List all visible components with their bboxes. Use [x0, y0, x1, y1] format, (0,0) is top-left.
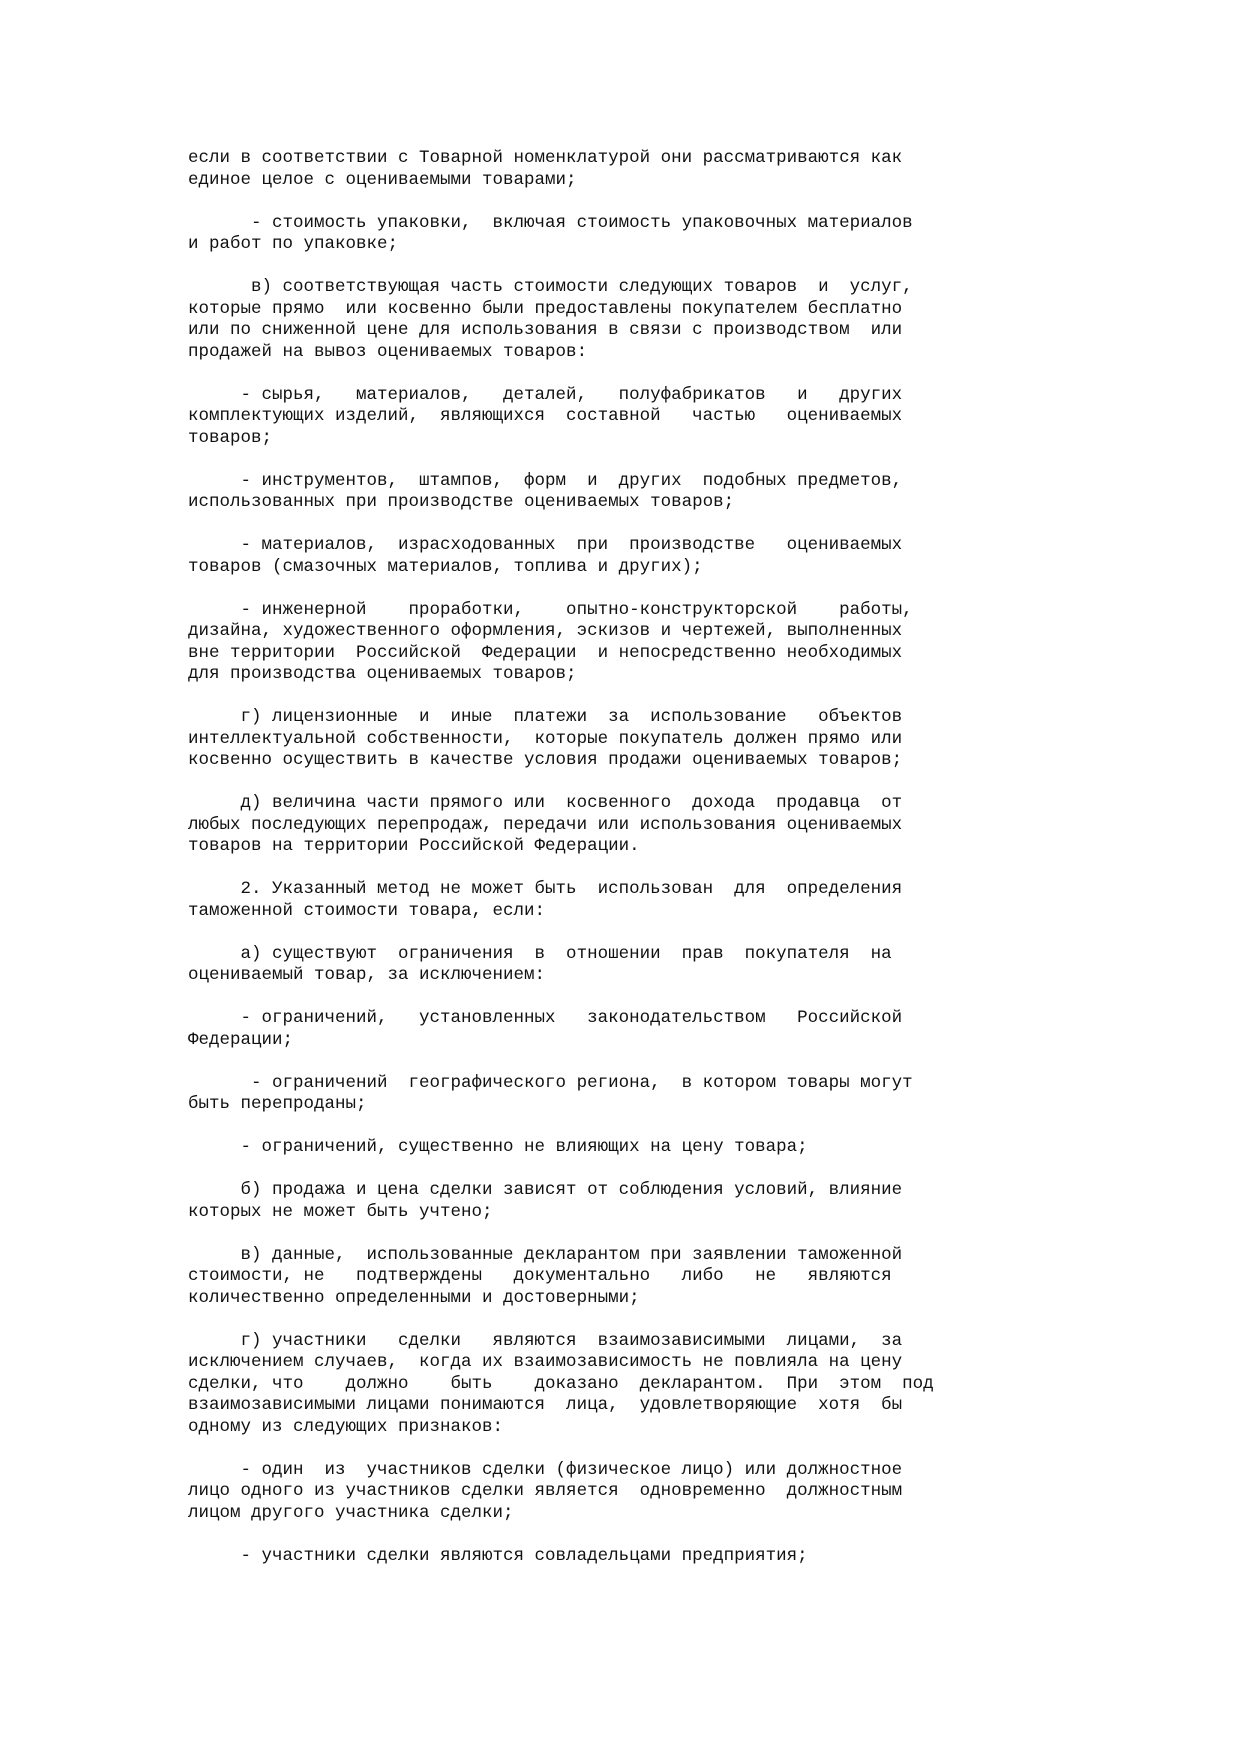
paragraph: [188, 1008, 988, 1051]
text-line: 2. Указанный метод не может быть использован для определения: [188, 879, 903, 899]
text-line: которые прямо или косвенно были предоставлены покупателем бесплатно: [188, 298, 903, 319]
document-page: [188, 148, 988, 1589]
text-line: единое целое с оцениваемыми товарами;: [188, 169, 577, 190]
text-line: количественно определенными и достоверными;: [188, 1287, 640, 1308]
text-line: которых не может быть учтено;: [188, 1201, 493, 1222]
paragraph: [188, 471, 988, 514]
text-line: г) лицензионные и иные платежи за использование объектов: [188, 707, 903, 727]
paragraph: [188, 213, 988, 256]
text-line: в) соответствующая часть стоимости следующих товаров и услуг,: [188, 277, 913, 297]
paragraph: [188, 879, 988, 922]
text-line: - ограничений, установленных законодательством Российской: [188, 1008, 903, 1028]
paragraph: [188, 1245, 988, 1310]
text-line: - сырья, материалов, деталей, полуфабрикатов и других: [188, 384, 903, 405]
paragraph: [188, 944, 988, 987]
text-line: дизайна, художественного оформления, эскизов и чертежей, выполненных: [188, 621, 903, 641]
text-line: - один из участников сделки (физическое лицо) или должностное: [188, 1459, 903, 1480]
paragraph: [188, 1546, 988, 1568]
text-line: продажей на вывоз оцениваемых товаров:: [188, 341, 588, 362]
text-line: оцениваемый товар, за исключением:: [188, 965, 546, 985]
text-line: лицо одного из участников сделки является одновременно должностным: [188, 1481, 903, 1501]
text-line: б) продажа и цена сделки зависят от соблюдения условий, влияние: [188, 1180, 903, 1200]
text-line: - ограничений, существенно не влияющих на цену товара;: [188, 1137, 808, 1157]
paragraph: [188, 148, 988, 191]
text-line: для производства оцениваемых товаров;: [188, 664, 577, 684]
text-line: если в соответствии с Товарной номенклатурой они рассматриваются как: [188, 148, 903, 168]
text-line: таможенной стоимости товара, если:: [188, 900, 546, 921]
text-line: взаимозависимыми лицами понимаются лица, удовлетворяющие хотя бы: [188, 1395, 903, 1415]
paragraph: [188, 600, 988, 686]
text-line: г) участники сделки являются взаимозависимыми лицами, за: [188, 1330, 903, 1351]
paragraph: [188, 1331, 988, 1439]
text-line: Федерации;: [188, 1029, 294, 1050]
text-line: интеллектуальной собственности, которые покупатель должен прямо или: [188, 728, 903, 749]
paragraph: [188, 535, 988, 578]
text-line: комплектующих изделий, являющихся составной частью оцениваемых: [188, 406, 903, 426]
text-line: - ограничений географического региона, в котором товары могут: [188, 1072, 913, 1093]
paragraph: [188, 277, 988, 363]
text-line: - материалов, израсходованных при производстве оцениваемых: [188, 535, 903, 555]
paragraph: [188, 1137, 988, 1159]
text-line: и работ по упаковке;: [188, 234, 399, 254]
text-line: или по сниженной цене для использования в связи с производством или: [188, 320, 903, 340]
text-line: любых последующих перепродаж, передачи или использования оцениваемых: [188, 814, 903, 835]
text-line: - стоимость упаковки, включая стоимость упаковочных материалов: [188, 212, 913, 233]
text-line: товаров на территории Российской Федерации.: [188, 836, 640, 856]
text-line: лицом другого участника сделки;: [188, 1502, 514, 1523]
paragraph: [188, 1180, 988, 1223]
text-line: а) существуют ограничения в отношении прав покупателя на: [188, 943, 892, 964]
text-line: - инженерной проработки, опытно-конструкторской работы,: [188, 599, 913, 620]
paragraph: [188, 385, 988, 450]
text-line: товаров (смазочных материалов, топлива и других);: [188, 556, 703, 577]
text-line: в) данные, использованные декларантом при заявлении таможенной: [188, 1244, 903, 1265]
paragraph: [188, 707, 988, 772]
text-line: косвенно осуществить в качестве условия продажи оцениваемых товаров;: [188, 750, 903, 770]
text-line: исключением случаев, когда их взаимозависимость не повлияла на цену: [188, 1352, 903, 1372]
text-line: одному из следующих признаков:: [188, 1416, 504, 1437]
paragraph: [188, 1073, 988, 1116]
text-line: д) величина части прямого или косвенного дохода продавца от: [188, 793, 903, 813]
text-line: стоимости, не подтверждены документально либо не являются: [188, 1266, 892, 1286]
text-line: сделки, что должно быть доказано декларантом. При этом под: [188, 1373, 934, 1394]
text-line: - инструментов, штампов, форм и других подобных предметов,: [188, 470, 903, 491]
text-line: вне территории Российской Федерации и непосредственно необходимых: [188, 642, 903, 663]
text-line: - участники сделки являются совладельцами предприятия;: [188, 1545, 808, 1566]
text-line: использованных при производстве оцениваемых товаров;: [188, 492, 735, 512]
text-line: быть перепроданы;: [188, 1094, 367, 1114]
paragraph: [188, 793, 988, 858]
text-line: товаров;: [188, 427, 273, 448]
paragraph: [188, 1460, 988, 1525]
